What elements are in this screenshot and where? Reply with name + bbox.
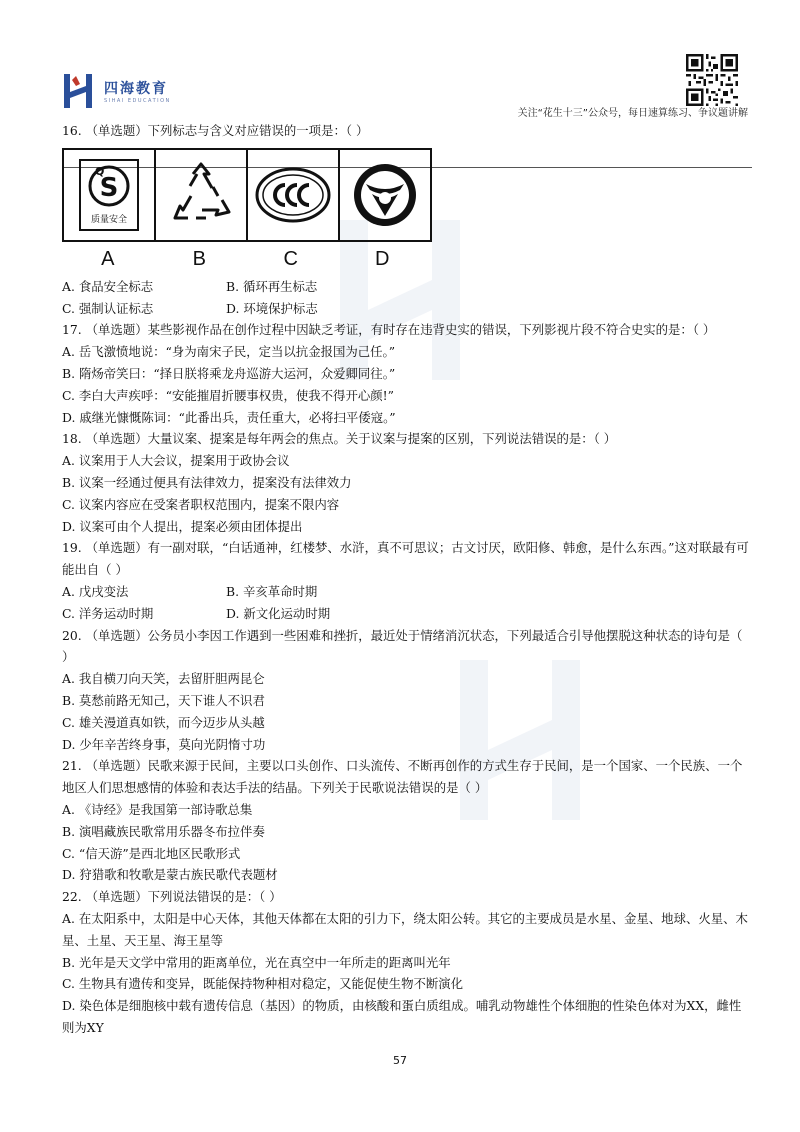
option-b[interactable]: B. 议案一经通过便具有法律效力，提案没有法律效力: [62, 474, 352, 490]
option-b[interactable]: B. 循环再生标志: [226, 278, 318, 294]
option-c[interactable]: C. 雄关漫道真如铁，而今迈步从头越: [62, 714, 265, 730]
option-row: [62, 276, 752, 298]
option-d[interactable]: D. 染色体是细胞核中载有遗传信息（基因）的物质，由核酸和蛋白质组成。哺乳动物雄性个体细胞的性染色体对为XX，雌性则为XY: [62, 998, 742, 1035]
option-d[interactable]: D. 议案可由个人提出，提案必须由团体提出: [62, 518, 303, 534]
option-d[interactable]: D. 狩猎歌和牧歌是蒙古族民歌代表题材: [62, 867, 278, 883]
figure-letter-a: A: [101, 247, 115, 270]
option-b[interactable]: B. 光年是天文学中常用的距离单位，光在真空中一年所走的距离叫光年: [62, 954, 451, 970]
figure-cell-d: [340, 150, 430, 240]
option-a[interactable]: A. 食品安全标志: [62, 278, 154, 294]
question-20: [62, 625, 752, 756]
option-b[interactable]: B. 演唱藏族民歌常用乐器冬布拉伴奏: [62, 823, 265, 839]
question-17: [62, 319, 752, 428]
question-list: [62, 120, 752, 1039]
figure-letters: [62, 246, 428, 272]
logo-english: SIHAI EDUCATION: [104, 98, 171, 104]
page-number: 57: [393, 1054, 407, 1067]
brand-logo: [62, 72, 171, 110]
figure-letter-c: C: [283, 247, 298, 270]
option-d[interactable]: D. 新文化运动时期: [226, 605, 331, 621]
figure-cell-c: [248, 150, 340, 240]
option-a[interactable]: A. 岳飞激愤地说：“身为南宋子民，定当以抗金报国为己任。”: [62, 344, 396, 360]
question-stem: 19. （单选题）有一副对联，“白话通神，红楼梦、水浒，真不可思议；古文讨厌，欧阳修、韩愈，是什么东西。”这对联最有可能出自（ ）: [62, 540, 749, 578]
question-21: [62, 755, 752, 886]
ccc-certification-icon: [253, 165, 333, 225]
figure-letter-b: B: [192, 247, 206, 270]
page-header: [62, 50, 752, 119]
question-stem: 18. （单选题）大量议案、提案是每年两会的焦点。关于议案与提案的区别，下列说法错误的是：（ ）: [62, 431, 617, 447]
question-16: [62, 120, 752, 319]
question-22: [62, 886, 752, 1039]
logo-name: 四海教育: [104, 81, 168, 97]
question-stem: 16. （单选题）下列标志与含义对应错误的一项是：（ ）: [62, 123, 369, 138]
option-row: [62, 581, 752, 603]
option-d[interactable]: D. 环境保护标志: [226, 300, 318, 316]
sihai-logo-icon: [62, 72, 96, 110]
svg-text:Q: Q: [95, 164, 105, 178]
logo-a-caption: 质量安全: [90, 214, 128, 225]
logo-figure-table: [62, 148, 432, 242]
option-c[interactable]: C. 强制认证标志: [62, 300, 154, 316]
option-d[interactable]: D. 戚继光慷慨陈词：“此番出兵，责任重大，必将扫平倭寇。”: [62, 409, 396, 425]
svg-text:S: S: [99, 172, 119, 203]
option-c[interactable]: C. 议案内容应在受案者职权范围内，提案不限内容: [62, 496, 340, 512]
question-stem: 17. （单选题）某些影视作品在创作过程中因缺乏考证，有时存在违背史实的错误，下列影视片段不符合史实的是：（ ）: [62, 322, 716, 338]
question-stem: 22. （单选题）下列说法错误的是：（ ）: [62, 889, 282, 905]
figure-cell-b: [156, 150, 248, 240]
option-a[interactable]: A. 议案用于人大会议，提案用于政协会议: [62, 453, 290, 469]
option-b[interactable]: B. 辛亥革命时期: [226, 583, 318, 599]
option-a[interactable]: A. 戊戌变法: [62, 583, 129, 599]
option-a[interactable]: A. 我自横刀向天笑，去留肝胆两昆仑: [62, 671, 265, 687]
question-19: [62, 537, 752, 624]
option-c[interactable]: C. 李白大声疾呼：“安能摧眉折腰事权贵，使我不得开心颜!”: [62, 387, 394, 403]
figure-letter-d: D: [375, 247, 390, 270]
option-row: [62, 603, 752, 625]
option-b[interactable]: B. 隋炀帝笑曰：“择日朕将乘龙舟巡游大运河，众爱卿同往。”: [62, 365, 396, 381]
question-stem: 21. （单选题）民歌来源于民间，主要以口头创作、口头流传、不断再创作的方式生存于民间，是一个国家、一个民族、一个地区人们思想感情的体验和表达手法的结晶。下列关于民歌说法错误的是（ ）: [62, 758, 743, 796]
option-row: [62, 298, 752, 320]
question-stem: 20. （单选题）公务员小李因工作遇到一些困难和挫折，最近处于情绪消沉状态，下列最适合引导他摆脱这种状态的诗句是（ ）: [62, 627, 743, 665]
qs-quality-icon: [74, 156, 144, 234]
question-18: [62, 428, 752, 537]
recycle-icon: [166, 160, 236, 230]
option-a[interactable]: A. 《诗经》是我国第一部诗歌总集: [62, 801, 253, 817]
option-c[interactable]: C. “信天游”是西北地区民歌形式: [62, 845, 241, 861]
qr-code-icon: [686, 54, 738, 106]
header-note: 关注“花生十三”公众号，每日速算练习、争议题讲解: [517, 108, 748, 119]
logo-text: [104, 78, 171, 104]
option-c[interactable]: C. 生物具有遗传和变异，既能保持物种相对稳定，又能促使生物不断演化: [62, 976, 464, 992]
option-a[interactable]: A. 在太阳系中，太阳是中心天体，其他天体都在太阳的引力下，绕太阳公转。其它的主要成员是水星、金星、地球、火星、木星、土星、天王星、海王星等: [62, 910, 748, 948]
option-c[interactable]: C. 洋务运动时期: [62, 605, 154, 621]
option-d[interactable]: D. 少年辛苦终身事，莫向光阴惰寸功: [62, 736, 266, 752]
figure-cell-a: [64, 150, 156, 240]
option-b[interactable]: B. 莫愁前路无知己，天下谁人不识君: [62, 692, 265, 708]
green-food-icon: [350, 160, 420, 230]
